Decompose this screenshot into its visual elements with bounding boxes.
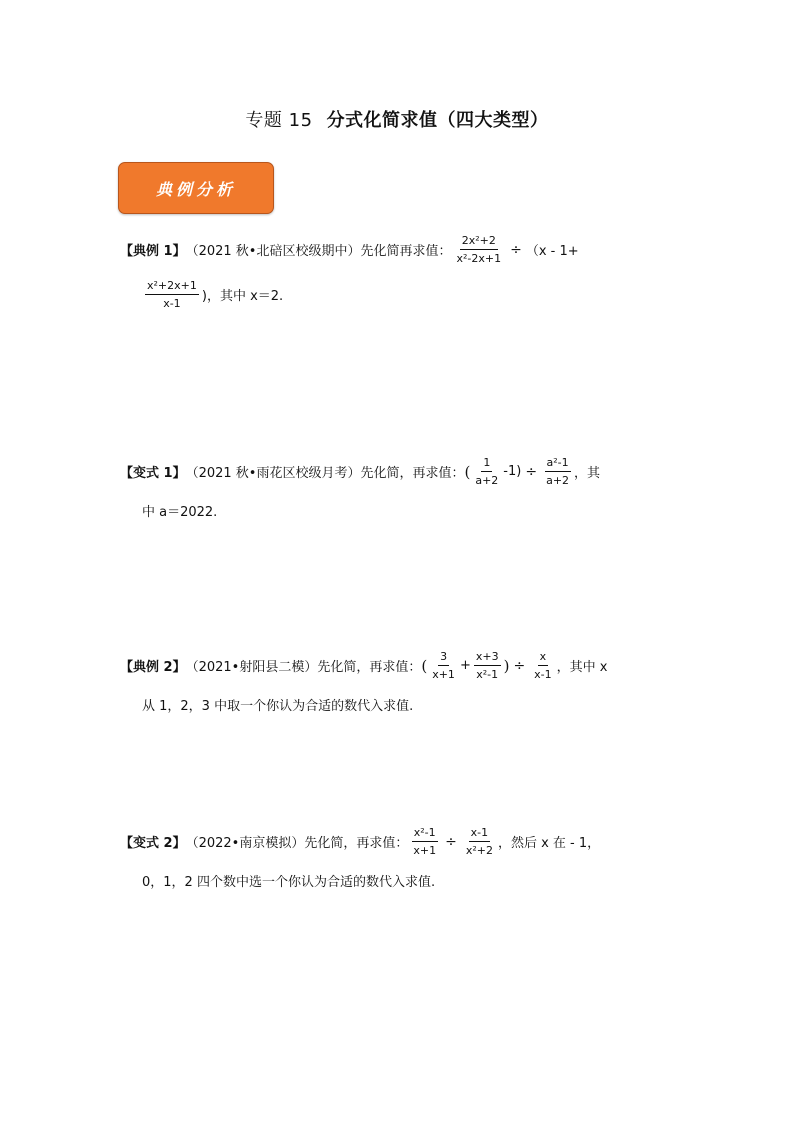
problem-source: （2021 秋•北碚区校级期中）先化简再求值： (185, 244, 452, 259)
problem-variant-2 (120, 826, 680, 890)
expression-tail: （x - 1+ (525, 244, 579, 259)
condition-text: 0，1，2 四个数中选一个你认为合适的数代入求值. (142, 875, 436, 890)
fraction (473, 456, 500, 487)
problem-tag: 【典例 1】 (120, 244, 186, 259)
problem-tag: 【典例 2】 (120, 660, 186, 675)
fraction-denominator: a+2 (546, 474, 570, 487)
fraction (411, 826, 438, 857)
division-sign: ÷ (510, 241, 522, 258)
plus-sign: + (459, 658, 471, 673)
expression-tail: ，其 (574, 466, 601, 481)
fraction-numerator: x²-1 (412, 826, 438, 842)
section-badge (118, 162, 274, 214)
division-sign: ÷ (513, 657, 526, 674)
open-paren: ( (464, 462, 471, 481)
fraction-denominator: x²+2 (465, 844, 493, 857)
condition-text: 中 a＝2022. (142, 505, 218, 520)
expression-tail: ，其中 x (556, 660, 608, 675)
section-badge-label: 典例分析 (155, 179, 236, 199)
fraction-denominator: x-1 (534, 668, 552, 681)
condition-text: )，其中 x＝2. (201, 289, 284, 304)
condition-text: 从 1，2，3 中取一个你认为合适的数代入求值. (142, 699, 414, 714)
fraction-denominator: x+1 (413, 844, 437, 857)
fraction (474, 650, 501, 681)
fraction-numerator: 1 (481, 456, 492, 472)
fraction-numerator: 3 (438, 650, 449, 666)
fraction-numerator: x+3 (474, 650, 501, 666)
division-sign: ÷ (445, 833, 457, 850)
fraction-denominator: x+1 (432, 668, 455, 681)
fraction-numerator: x (538, 650, 549, 666)
fraction (464, 826, 495, 857)
fraction-numerator: 2x²+2 (460, 234, 498, 250)
title-text: 分式化简求值（四大类型） (326, 110, 549, 131)
open-paren: ( (421, 656, 428, 675)
fraction (544, 456, 571, 487)
fraction-denominator: a+2 (475, 474, 499, 487)
problem-tag: 【变式 2】 (120, 836, 186, 851)
fraction (532, 650, 553, 681)
expression-middle: -1) (503, 464, 522, 479)
fraction-denominator: x²-2x+1 (456, 252, 502, 265)
fraction-numerator: x-1 (469, 826, 490, 842)
problem-source: （2021 秋•雨花区校级月考）先化简，再求值： (185, 466, 465, 481)
problem-example-1 (120, 234, 680, 310)
fraction-numerator: x²+2x+1 (145, 279, 199, 295)
problem-variant-1 (120, 456, 680, 520)
fraction-denominator: x-1 (163, 297, 181, 310)
fraction (430, 650, 457, 681)
fraction (454, 234, 503, 265)
problem-source: （2022•南京模拟）先化简，再求值： (185, 836, 409, 851)
problem-example-2 (120, 650, 680, 714)
problem-source: （2021•射阳县二模）先化简，再求值： (185, 660, 422, 675)
fraction-numerator: a²-1 (545, 456, 571, 472)
close-paren: ) (503, 656, 510, 675)
expression-tail: ，然后 x 在 - 1， (497, 836, 601, 851)
fraction (145, 279, 199, 310)
page-title (0, 106, 794, 132)
fraction-denominator: x²-1 (476, 668, 499, 681)
problem-tag: 【变式 1】 (120, 466, 186, 481)
division-sign: ÷ (525, 463, 538, 480)
title-number: 专题 15 (245, 110, 313, 131)
